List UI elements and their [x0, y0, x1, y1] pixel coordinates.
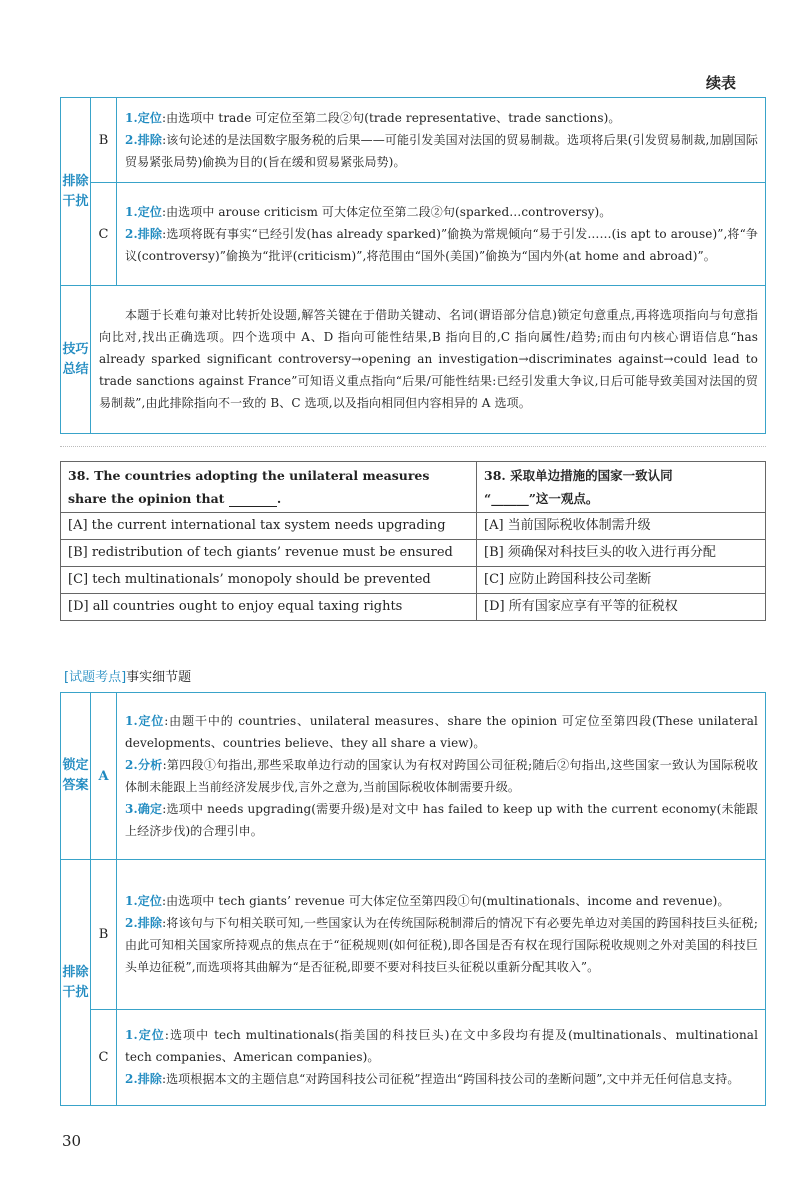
- group-label-skill: 技巧 总结: [61, 286, 91, 434]
- option-c-analysis-2: 1.定位:选项中 tech multinationals(指美国的科技巨头)在文中多段均有提及(multinationals、multinational tech companies、American companies)。 2.排除:选项根据本文的主题信息“对跨国科技公司征税”捏造出“跨国科技公司的垄断问题”,文中并无任何信息支持。: [117, 1010, 766, 1106]
- option-a-en: [A] the current international tax system needs upgrading: [61, 513, 477, 540]
- group-label-interfere-2: 排除 干扰: [61, 860, 91, 1106]
- option-b-analysis-2: 1.定位:由选项中 tech giants’ revenue 可大体定位至第四段①句(multinationals、income and revenue)。 2.排除:将该句与下句相关联可知,一些国家认为在传统国际税制滞后的情况下有必要先单边对美国的跨国科技巨头征税;由此可知相关国家所持观点的焦点在于“征税规则(如何征税),即各国是否有权在现行国际税收规则之外对美国的科技巨头单边征税”,而选项将其曲解为“是否征税,即要不要对科技巨头征税以重新分配其收入”。: [117, 860, 766, 1010]
- option-letter-a: A: [91, 693, 117, 860]
- question-table: [60, 461, 766, 621]
- option-letter-b-2: B: [91, 860, 117, 1010]
- test-point: [64, 666, 191, 685]
- option-b-en: [B] redistribution of tech giants’ revenue must be ensured: [61, 540, 477, 567]
- page-number: 30: [62, 1132, 82, 1150]
- section-divider: [60, 446, 766, 447]
- option-letter-c-2: C: [91, 1010, 117, 1106]
- option-d-zh: [D] 所有国家应享有平等的征税权: [477, 594, 766, 621]
- option-letter-b: B: [91, 98, 117, 183]
- option-a-zh: [A] 当前国际税收体制需升级: [477, 513, 766, 540]
- group-label-lock: 锁定 答案: [61, 693, 91, 860]
- option-b-analysis: 1.定位:由选项中 trade 可定位至第二段②句(trade representative、trade sanctions)。 2.排除:该句论述的是法国数字服务税的后果——可能引发美国对法国的贸易制裁。选项将后果(引发贸易制裁,加剧国际贸易紧张局势)偷换为目的(旨在缓和贸易紧张局势)。: [117, 98, 766, 183]
- continued-header: 续表: [705, 74, 736, 92]
- option-a-analysis: 1.定位:由题干中的 countries、unilateral measures、share the opinion 可定位至第四段(These unilateral developments、countries believe、they all share a view)。 2.分析:第四段①句指出,那些采取单边行动的国家认为有权对跨国公司征税;随后②句指出,这些国家一致认为国际税收体制未能跟上当前经济发展步伐,言外之意为,当前国际税收体制需要升级。 3.确定:选项中 needs upgrading(需要升级)是对文中 has failed to keep up with the current economy(未能跟上经济步伐)的合理引申。: [117, 693, 766, 860]
- option-b-zh: [B] 须确保对科技巨头的收入进行再分配: [477, 540, 766, 567]
- analysis-table-top: [60, 97, 766, 434]
- option-d-en: [D] all countries ought to enjoy equal taxing rights: [61, 594, 477, 621]
- analysis-table-bottom: [60, 692, 766, 1106]
- option-c-analysis: 1.定位:由选项中 arouse criticism 可大体定位至第二段②句(sparked…controversy)。 2.排除:选项将既有事实“已经引发(has already sparked)”偷换为常规倾向“易于引发……(is apt to arouse)”,将“争议(controversy)”偷换为“批评(criticism)”,将范围由“国外(美国)”偷换为“国内外(at home and abroad)”。: [117, 183, 766, 286]
- answer-blank: [229, 492, 277, 507]
- option-letter-c: C: [91, 183, 117, 286]
- skill-summary: 本题于长难句兼对比转折处设题,解答关键在于借助关键动、名词(谓语部分信息)锁定句意重点,再将选项指向与句意指向比对,找出正确选项。四个选项中 A、D 指向可能性结果,B 指向目的,C 指向属性/趋势;而由句内核心谓语信息“has already sparked significant controversy→opening an investigation→discriminates against→could lead to trade sanctions against France”可知语义重点指向“后果/可能性结果:已经引发重大争议,日后可能导致美国对法国的贸易制裁”,由此排除指向不一致的 B、C 选项,以及指向相同但内容相异的 A 选项。: [91, 286, 766, 434]
- option-c-zh: [C] 应防止跨国科技公司垄断: [477, 567, 766, 594]
- test-point-value: 事实细节题: [126, 670, 192, 685]
- question-stem-en: 38. The countries adopting the unilateral measures share the opinion that .: [61, 462, 477, 513]
- question-stem-zh: 38. 采取单边措施的国家一致认同 “______”这一观点。: [477, 462, 766, 513]
- test-point-tag: [试题考点]: [64, 670, 127, 685]
- group-label-interfere: 排除 干扰: [61, 98, 91, 286]
- option-c-en: [C] tech multinationals’ monopoly should be prevented: [61, 567, 477, 594]
